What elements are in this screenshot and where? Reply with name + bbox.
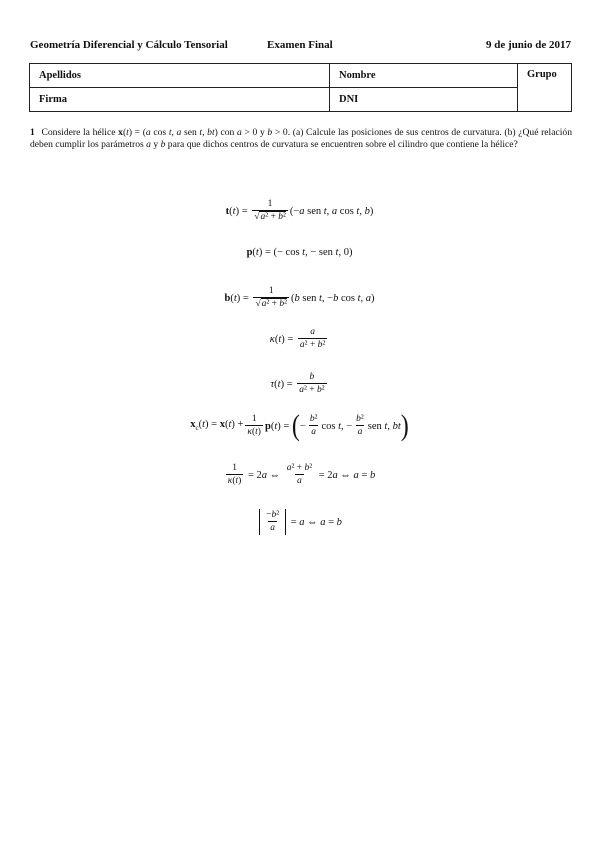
equation-torsion: τ(t) = $\frac{b}{\text{a² + b²}}$ (270, 372, 325, 395)
course-title: Geometría Diferencial y Cálculo Tensorial (30, 39, 228, 51)
exam-date: 9 de junio de 2017 (486, 39, 571, 51)
equation-centers: $x_c(t) = x(t)$ + $\frac{1}{\kappa(t)}$ p(t) = ( − $\frac{\text{b²}}{a}$ cos t, − $\frac{\text{b²}}{a}$ sen t, bt ) (190, 409, 409, 443)
problem-text-6: para que dichos centros de curvatura se encuentren sobre el cilindro que contiene la hélice? (167, 139, 518, 150)
equation-curvature: κ(t) = $\frac{a}{\text{a² + b²}}$ (269, 327, 326, 350)
apellidos-field[interactable] (30, 64, 330, 88)
grupo-label: Grupo (527, 69, 557, 80)
helix-formula: x(t) = (a cos t, a sen t, bt) (118, 127, 218, 138)
problem-text-4: . (a) Calcule las posiciones de sus centros de curvatura. (b) ¿Qué relación deben cumplir los parámetros (30, 127, 573, 150)
nombre-label: Nombre (339, 70, 376, 81)
equation-normal: p(t) = (− cos t, − sen t, 0) (246, 247, 353, 258)
equation-tangent: t(t) = $\frac{1}{\text{√a² + b²}}$ (−a sen t, a cos t, b) (225, 199, 374, 222)
student-info-table (29, 63, 572, 112)
dni-field[interactable] (330, 88, 518, 112)
problem-text-5: y (153, 139, 159, 150)
equation-binormal: b(t) = $\frac{1}{\text{√a² + b²}}$ (b sen t, −b cos t, a) (224, 286, 375, 309)
grupo-field[interactable] (518, 64, 572, 112)
apellidos-label: Apellidos (39, 70, 82, 81)
equation-absolute: $\frac{\text{−b²}}{a}$ = a ⇔ a = b (0, 509, 599, 538)
problem-statement: 1 Considere la hélice x(t) = (a cos t, a sen t, bt) con a > 0 y b > 0. (a) Calcule las posiciones de sus centros de curvatura. (b) ¿Qué relación deben cumplir los parámetros a y b para que dichos centros de curvatura se encuentren sobre el cilindro que contiene la hélice? (30, 127, 573, 150)
dni-label: DNI (339, 94, 359, 105)
firma-field[interactable] (30, 88, 330, 112)
exam-header (30, 39, 571, 53)
problem-text-1: Considere la hélice (41, 127, 116, 138)
problem-text-3: y (259, 127, 265, 138)
problem-text-2: con (220, 127, 235, 138)
equation-relation: $\frac{1}{\kappa(t)}$ = 2a ⇔ $\frac{\text{a² + b²}}{a}$ = 2a ⇔ a = b (227, 463, 376, 486)
nombre-field[interactable] (330, 64, 518, 88)
problem-number: 1 (30, 127, 35, 138)
firma-label: Firma (39, 94, 67, 105)
exam-title: Examen Final (267, 39, 333, 51)
